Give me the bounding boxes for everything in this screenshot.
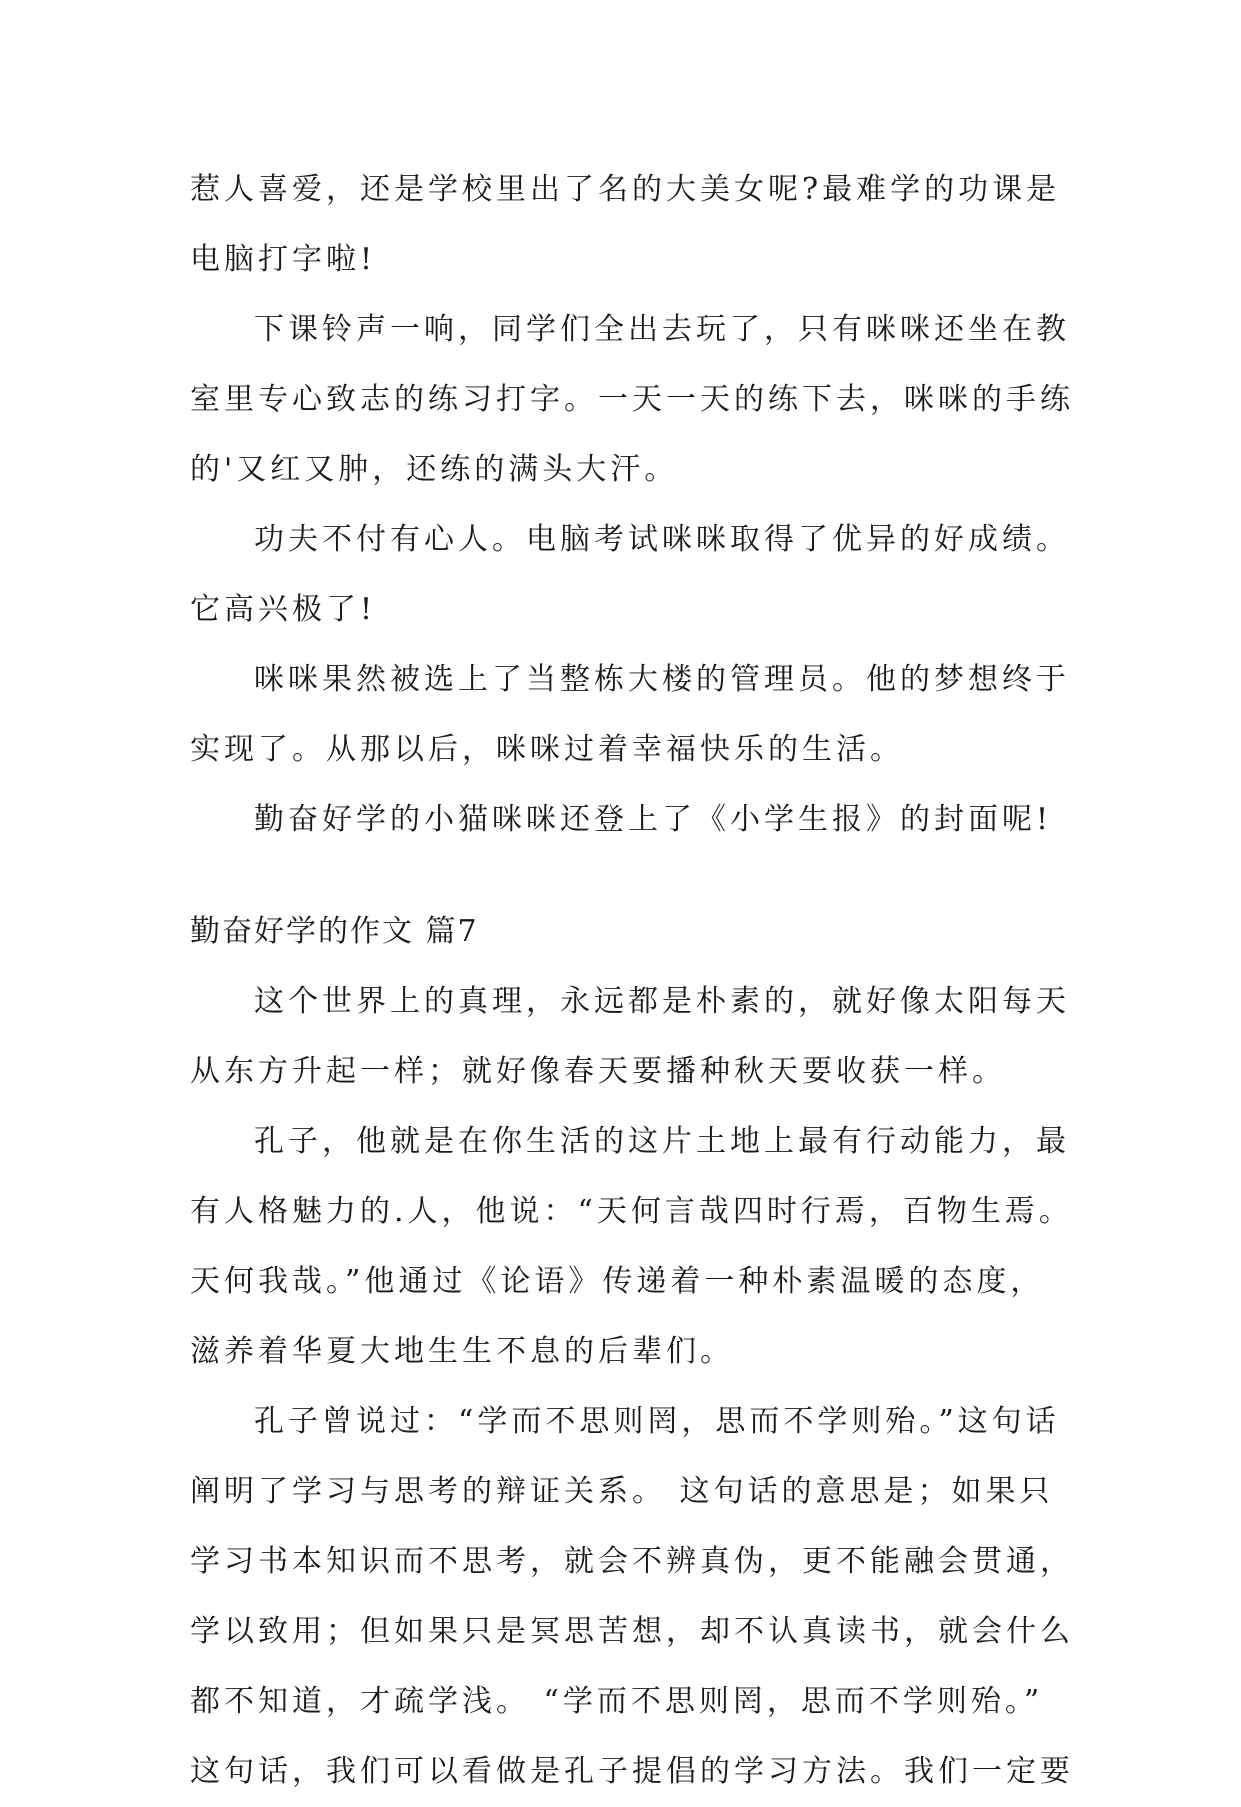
- document-page: [190, 155, 1074, 1807]
- section-heading: 勤奋好学的作文 篇7: [190, 914, 479, 949]
- paragraph-start: 孔子曾说过：“学而不思则罔，思而不学则殆。”这句话: [254, 1404, 1060, 1439]
- paragraph-start: 勤奋好学的小猫咪咪还登上了《小学生报》的封面呢!: [254, 802, 1053, 837]
- text-line: 实现了。从那以后，咪咪过着幸福快乐的生活。: [190, 732, 904, 767]
- text-line: 学以致用；但如果只是冥思苦想，却不认真读书，就会什么: [190, 1614, 1074, 1649]
- paragraph-start: 功夫不付有心人。电脑考试咪咪取得了优异的好成绩。: [254, 522, 1070, 557]
- text-line: 天何我哉。”他通过《论语》传递着一种朴素温暖的态度，: [190, 1264, 1045, 1299]
- paragraph-start: 这个世界上的真理，永远都是朴素的，就好像太阳每天: [254, 984, 1070, 1019]
- text-line: 滋养着华夏大地生生不息的后辈们。: [190, 1334, 734, 1369]
- paragraph-start: 孔子，他就是在你生活的这片土地上最有行动能力，最: [254, 1124, 1070, 1159]
- paragraph-start: 咪咪果然被选上了当整栋大楼的管理员。他的梦想终于: [254, 662, 1070, 697]
- text-line: 有人格魅力的.人，他说：“天何言哉四时行焉，百物生焉。: [190, 1194, 1073, 1229]
- text-line: 惹人喜爱，还是学校里出了名的大美女呢?最难学的功课是: [190, 172, 1061, 207]
- text-line: 阐明了学习与思考的辩证关系。 这句话的意思是；如果只: [190, 1474, 1054, 1509]
- text-line: 从东方升起一样；就好像春天要播种秋天要收获一样。: [190, 1054, 1006, 1089]
- text-line: 它高兴极了!: [190, 592, 377, 627]
- text-line: 学习书本知识而不思考，就会不辨真伪，更不能融会贯通，: [190, 1544, 1074, 1579]
- text-line: 的'又红又肿，还练的满头大汗。: [190, 452, 679, 487]
- text-line: 电脑打字啦!: [190, 242, 377, 277]
- section-b: [190, 967, 1074, 1807]
- text-line: 都不知道，才疏学浅。 “学而不思则罔，思而不学则殆。”: [190, 1684, 1044, 1719]
- section-a: [190, 155, 1074, 855]
- text-line: 这句话，我们可以看做是孔子提倡的学习方法。我们一定要: [190, 1754, 1074, 1789]
- paragraph-start: 下课铃声一响，同学们全出去玩了，只有咪咪还坐在教: [254, 312, 1070, 347]
- text-line: 室里专心致志的练习打字。一天一天的练下去，咪咪的手练: [190, 382, 1074, 417]
